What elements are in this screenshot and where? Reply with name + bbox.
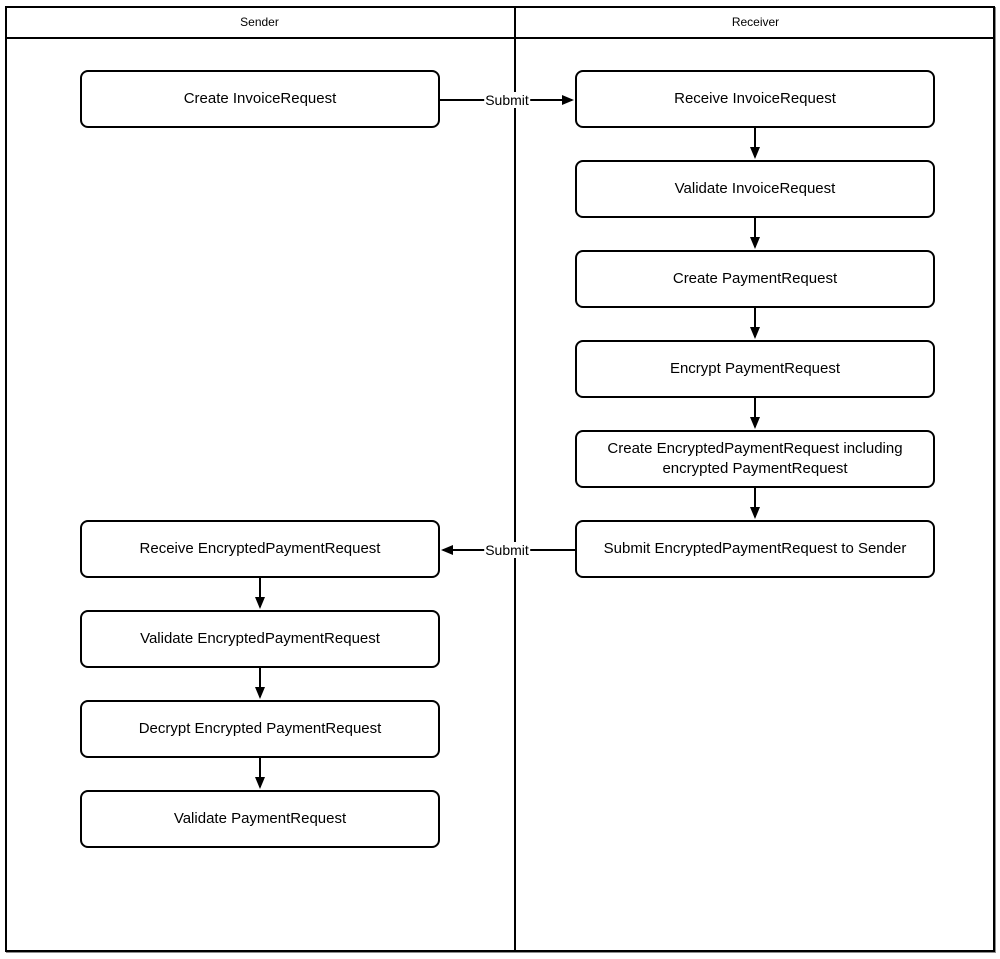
node-create-invoicerequest [80,70,440,128]
node-label: Encrypt PaymentRequest [669,359,841,377]
node-create-paymentrequest [575,250,935,308]
node-label: Create EncryptedPaymentRequest including encrypted PaymentRequest [607,439,903,477]
node-submit-encryptedpaymentrequest [575,520,935,578]
lane-header-receiver [516,6,995,37]
node-decrypt-encrypted-paymentrequest [80,700,440,758]
node-validate-encryptedpaymentrequest [80,610,440,668]
node-label: Validate PaymentRequest [173,809,347,827]
node-receive-encryptedpaymentrequest [80,520,440,578]
node-receive-invoicerequest [575,70,935,128]
node-validate-invoicerequest [575,160,935,218]
node-label: Create InvoiceRequest [183,89,337,107]
node-label: Validate InvoiceRequest [674,179,836,197]
node-label: Create PaymentRequest [672,269,838,287]
lane-header-sender [5,6,514,37]
node-label: Receive InvoiceRequest [674,89,836,107]
edge-label-submit-payment: Submit [485,542,529,558]
edge-label-submit-invoice: Submit [485,92,529,108]
lane-header-separator [5,37,995,39]
node-create-encryptedpaymentrequest [575,430,935,488]
lane-label-sender: Sender [240,14,279,29]
node-label: Validate EncryptedPaymentRequest [140,629,380,647]
node-validate-paymentrequest [80,790,440,848]
lane-label-receiver: Receiver [731,14,780,29]
node-label: Receive EncryptedPaymentRequest [139,539,381,557]
node-label: Decrypt Encrypted PaymentRequest [138,719,382,737]
node-encrypt-paymentrequest [575,340,935,398]
node-label: Submit EncryptedPaymentRequest to Sender [603,539,907,557]
lane-divider [514,6,516,952]
